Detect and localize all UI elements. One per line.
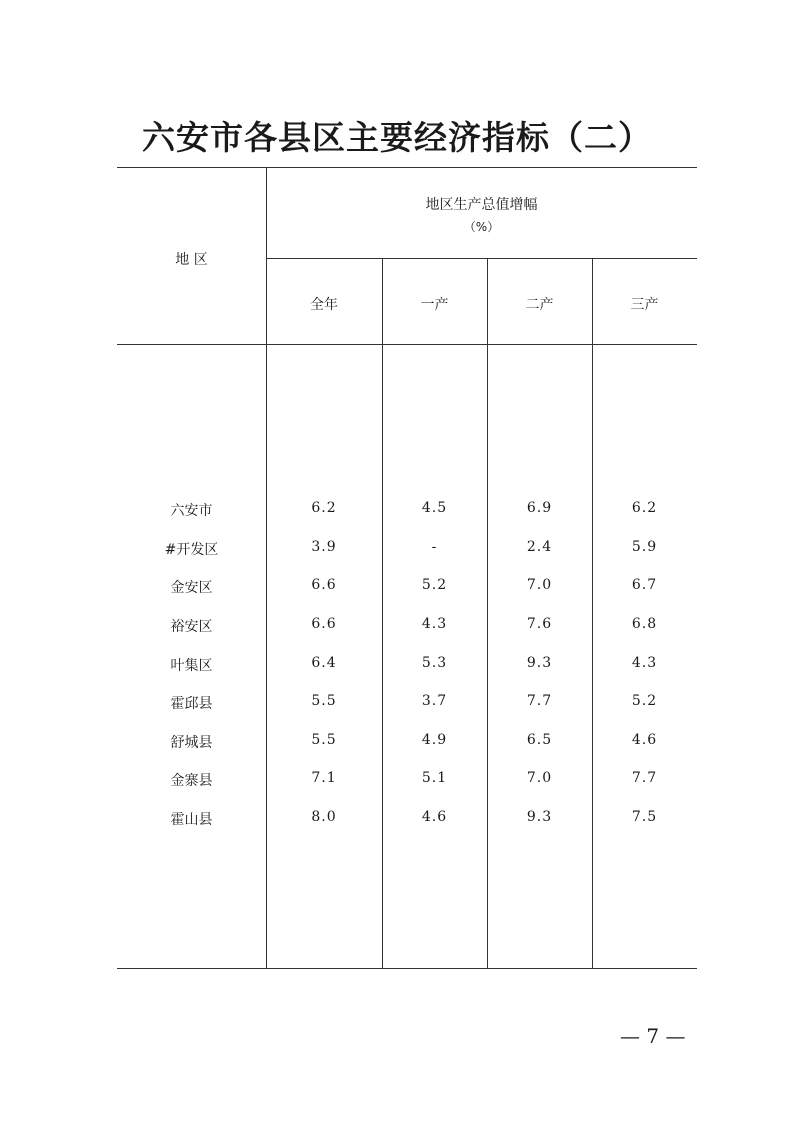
value-annual: 6.6 [311,577,337,593]
value-tertiary: 6.7 [631,577,658,593]
value-secondary: 6.9 [526,500,553,516]
value-secondary: 7.0 [526,577,553,593]
value-tertiary: 6.2 [631,500,658,516]
region-name: #开发区 [164,542,219,558]
value-primary: 3.7 [421,693,448,709]
value-secondary: 9.3 [526,809,553,825]
value-tertiary: 4.3 [631,655,658,671]
value-primary: 5.3 [421,655,448,671]
value-secondary: 6.5 [526,732,553,748]
region-name: 六安市 [170,503,213,519]
column-divider [487,258,488,968]
value-annual: 5.5 [311,732,337,748]
column-header-secondary: 二产 [525,297,554,313]
column-header-annual: 全年 [310,297,338,313]
value-primary: 4.9 [421,732,448,748]
region-header: 地 区 [175,252,208,268]
column-divider [266,167,267,968]
value-secondary: 9.3 [526,655,553,671]
value-secondary: 7.0 [526,770,553,786]
value-annual: 7.1 [311,770,337,786]
value-annual: 6.4 [311,655,337,671]
column-header-tertiary: 三产 [630,297,659,313]
region-name: 金寨县 [170,773,213,789]
header-group-divider [266,258,697,259]
value-primary: - [431,539,438,555]
table-bottom-border [117,968,697,969]
value-annual: 3.9 [311,539,337,555]
value-annual: 6.2 [311,500,337,516]
value-secondary: 7.7 [526,693,553,709]
value-tertiary: 4.6 [631,732,658,748]
value-primary: 5.2 [421,577,448,593]
value-secondary: 7.6 [526,616,553,632]
region-name: 舒城县 [170,735,213,751]
value-annual: 8.0 [311,809,337,825]
column-divider [382,258,383,968]
value-tertiary: 5.9 [631,539,658,555]
value-primary: 4.5 [421,500,448,516]
gdp-growth-header: 地区生产总值增幅 [425,197,538,213]
region-name: 金安区 [170,580,213,596]
value-tertiary: 7.5 [631,809,658,825]
value-secondary: 2.4 [526,539,553,555]
region-name: 裕安区 [170,619,213,635]
value-primary: 4.6 [421,809,448,825]
value-tertiary: 5.2 [631,693,658,709]
table-top-border [117,167,697,168]
column-header-primary: 一产 [420,297,449,313]
header-bottom-border [117,344,697,345]
page-title: 六安市各县区主要经济指标（二） [142,118,652,157]
region-name: 霍邱县 [170,696,213,712]
value-primary: 4.3 [421,616,448,632]
value-tertiary: 6.8 [631,616,658,632]
page-number: — 7 — [620,1024,686,1048]
unit-label: （%） [463,220,500,234]
value-annual: 5.5 [311,693,337,709]
value-tertiary: 7.7 [631,770,658,786]
value-annual: 6.6 [311,616,337,632]
value-primary: 5.1 [421,770,448,786]
column-divider [592,258,593,968]
region-name: 叶集区 [170,658,213,674]
region-name: 霍山县 [170,812,213,828]
